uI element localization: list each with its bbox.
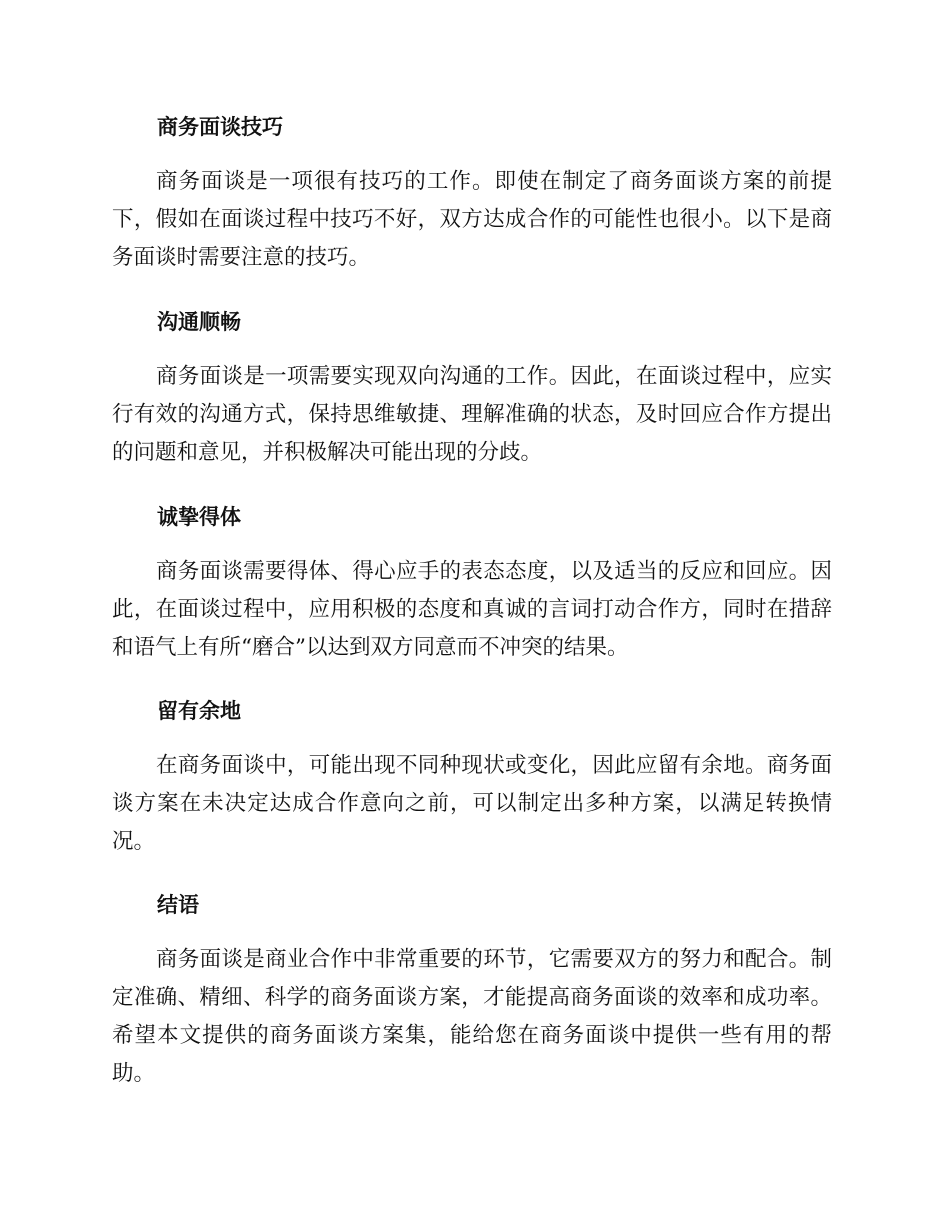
section-paragraph: 在商务面谈中，可能出现不同种现状或变化，因此应留有余地。商务面谈方案在未决定达成合作意向之前，可以制定出多种方案，以满足转换情况。 bbox=[112, 753, 832, 854]
section-heading: 留有余地 bbox=[157, 699, 241, 723]
section-heading: 沟通顺畅 bbox=[157, 310, 241, 334]
section-heading: 诚挚得体 bbox=[157, 505, 241, 529]
section-paragraph: 商务面谈是一项需要实现双向沟通的工作。因此，在面谈过程中，应实行有效的沟通方式，保持思维敏捷、理解准确的状态，及时回应合作方提出的问题和意见，并积极解决可能出现的分歧。 bbox=[112, 364, 832, 465]
section-heading: 商务面谈技巧 bbox=[157, 115, 283, 139]
section-heading: 结语 bbox=[157, 893, 199, 917]
section-paragraph: 商务面谈需要得体、得心应手的表态态度，以及适当的反应和回应。因此，在面谈过程中，应用积极的态度和真诚的言词打动合作方，同时在措辞和语气上有所“磨合”以达到双方同意而不冲突的结果。 bbox=[112, 559, 832, 660]
section-paragraph: 商务面谈是商业合作中非常重要的环节，它需要双方的努力和配合。制定准确、精细、科学的商务面谈方案，才能提高商务面谈的效率和成功率。希望本文提供的商务面谈方案集，能给您在商务面谈中提供一些有用的帮助。 bbox=[112, 947, 832, 1086]
section-paragraph: 商务面谈是一项很有技巧的工作。即使在制定了商务面谈方案的前提下，假如在面谈过程中技巧不好，双方达成合作的可能性也很小。以下是商务面谈时需要注意的技巧。 bbox=[112, 169, 832, 270]
